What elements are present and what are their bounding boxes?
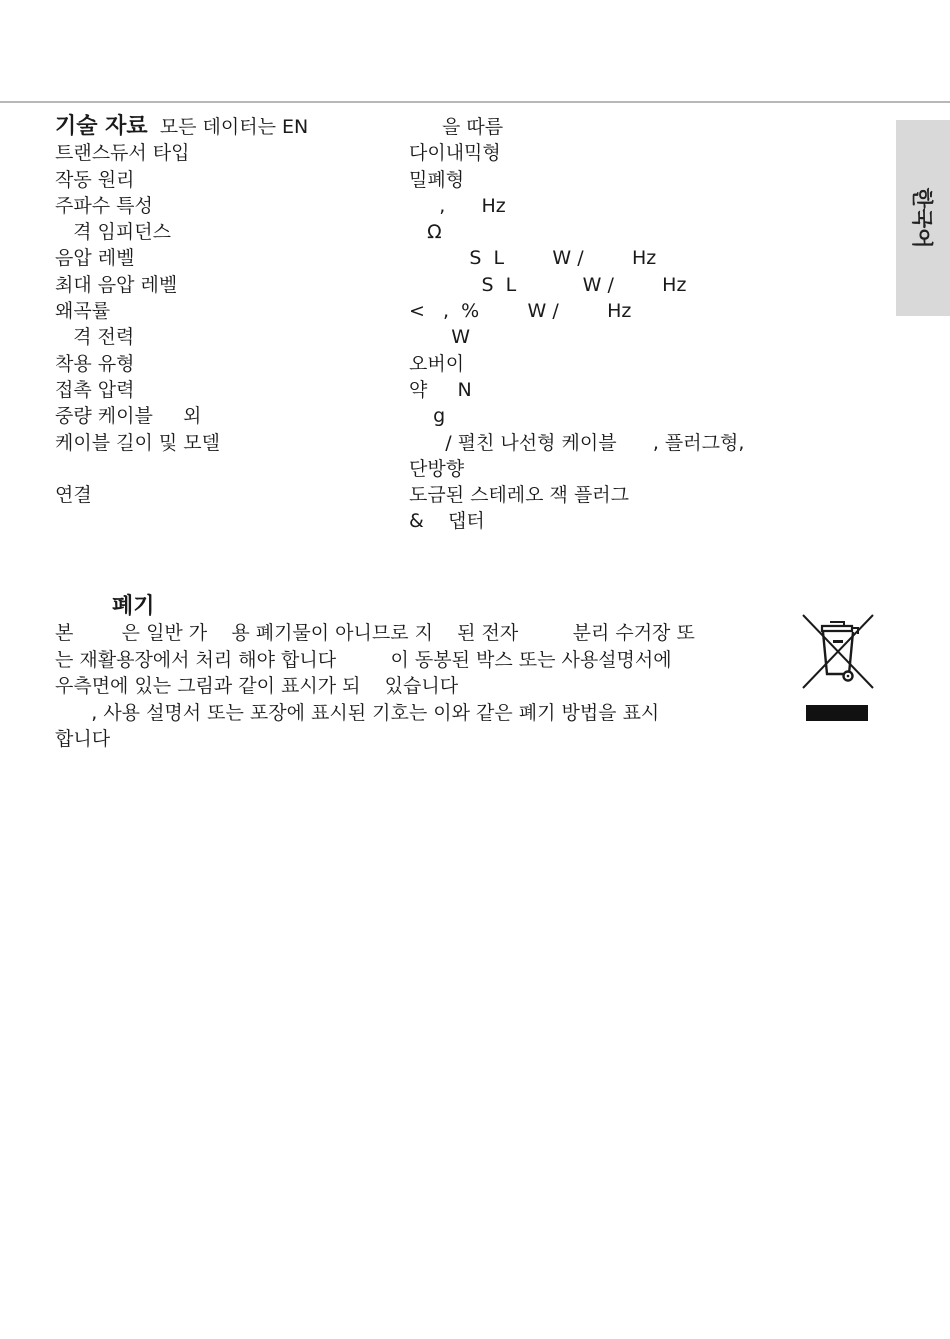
spec-row — [55, 272, 855, 298]
spec-label: 격 전력 — [55, 326, 135, 349]
language-tab — [896, 120, 950, 316]
spec-row — [55, 482, 855, 508]
spec-value: 밀폐형 — [409, 168, 465, 191]
spec-label: 최대 음압 레벨 — [55, 273, 178, 296]
spec-label: 연결 — [55, 484, 92, 507]
spec-label: 격 임피던스 — [55, 221, 171, 244]
spec-label: 접촉 압력 — [55, 378, 135, 401]
technical-data-note: 모든 데이터는 EN — [159, 116, 309, 138]
spec-row — [55, 377, 855, 403]
spec-value: S L W / Hz — [409, 247, 657, 270]
spec-row — [55, 219, 855, 245]
spec-row — [55, 324, 855, 350]
spec-label: 착용 유형 — [55, 352, 135, 375]
spec-value: / 펼친 나선형 케이블 , 플러그형, — [409, 431, 745, 454]
disposal-line: 는 재활용장에서 처리 해야 합니다 이 동봉된 박스 또는 사용설명서에 — [55, 648, 672, 671]
spec-label: 케이블 길이 및 모델 — [55, 431, 220, 454]
language-tab-label: 한국어 — [910, 187, 934, 249]
spec-label: 왜곡률 — [55, 300, 111, 323]
spec-row — [55, 430, 855, 456]
spec-value: W — [409, 326, 471, 349]
spec-label: 중량 케이블 외 — [55, 405, 202, 428]
spec-row — [55, 456, 855, 482]
spec-label: 트랜스듀서 타입 — [55, 142, 190, 165]
crossed-out-wheelie-bin-icon — [800, 612, 876, 724]
spec-label: 음압 레벨 — [55, 247, 135, 270]
spec-label: 주파수 특성 — [55, 194, 153, 217]
technical-data-section — [55, 114, 855, 535]
technical-data-note-value: 을 따름 — [442, 116, 504, 138]
spec-value: 오버이 — [409, 352, 465, 375]
spec-label: 작동 원리 — [55, 168, 135, 191]
spec-row — [55, 245, 855, 271]
spec-value: S L W / Hz — [409, 273, 687, 296]
spec-row — [55, 193, 855, 219]
spec-row — [55, 508, 855, 534]
header-divider — [0, 101, 950, 103]
spec-value: 다이내믹형 — [409, 142, 501, 165]
spec-value: 도금된 스테레오 잭 플러그 — [409, 484, 630, 507]
disposal-paragraph — [55, 620, 785, 753]
disposal-title: 폐기 — [112, 594, 155, 619]
disposal-line: 합니다 — [55, 728, 111, 750]
spec-value: 약 N — [409, 378, 472, 401]
spec-row — [55, 298, 855, 324]
disposal-line: 본 은 일반 가 용 폐기물이 아니므로 지 된 전자 분리 수거장 또 — [55, 622, 695, 644]
spec-value: < , % W / Hz — [409, 300, 632, 323]
disposal-line: , 사용 설명서 또는 포장에 표시된 기호는 이와 같은 폐기 방법을 표시 — [55, 701, 660, 724]
spec-value: & 댑터 — [409, 510, 485, 533]
spec-row — [55, 403, 855, 429]
spec-row — [55, 167, 855, 193]
technical-data-title-row — [55, 114, 855, 140]
spec-row — [55, 140, 855, 166]
spec-value: , Hz — [409, 194, 506, 217]
spec-value: 단방향 — [409, 457, 465, 480]
technical-data-title: 기술 자료 — [55, 114, 148, 139]
spec-value: Ω — [409, 221, 442, 244]
disposal-line: 우측면에 있는 그림과 같이 표시가 되 있습니다 — [55, 675, 459, 697]
spec-row — [55, 351, 855, 377]
spec-value: g — [409, 405, 446, 428]
